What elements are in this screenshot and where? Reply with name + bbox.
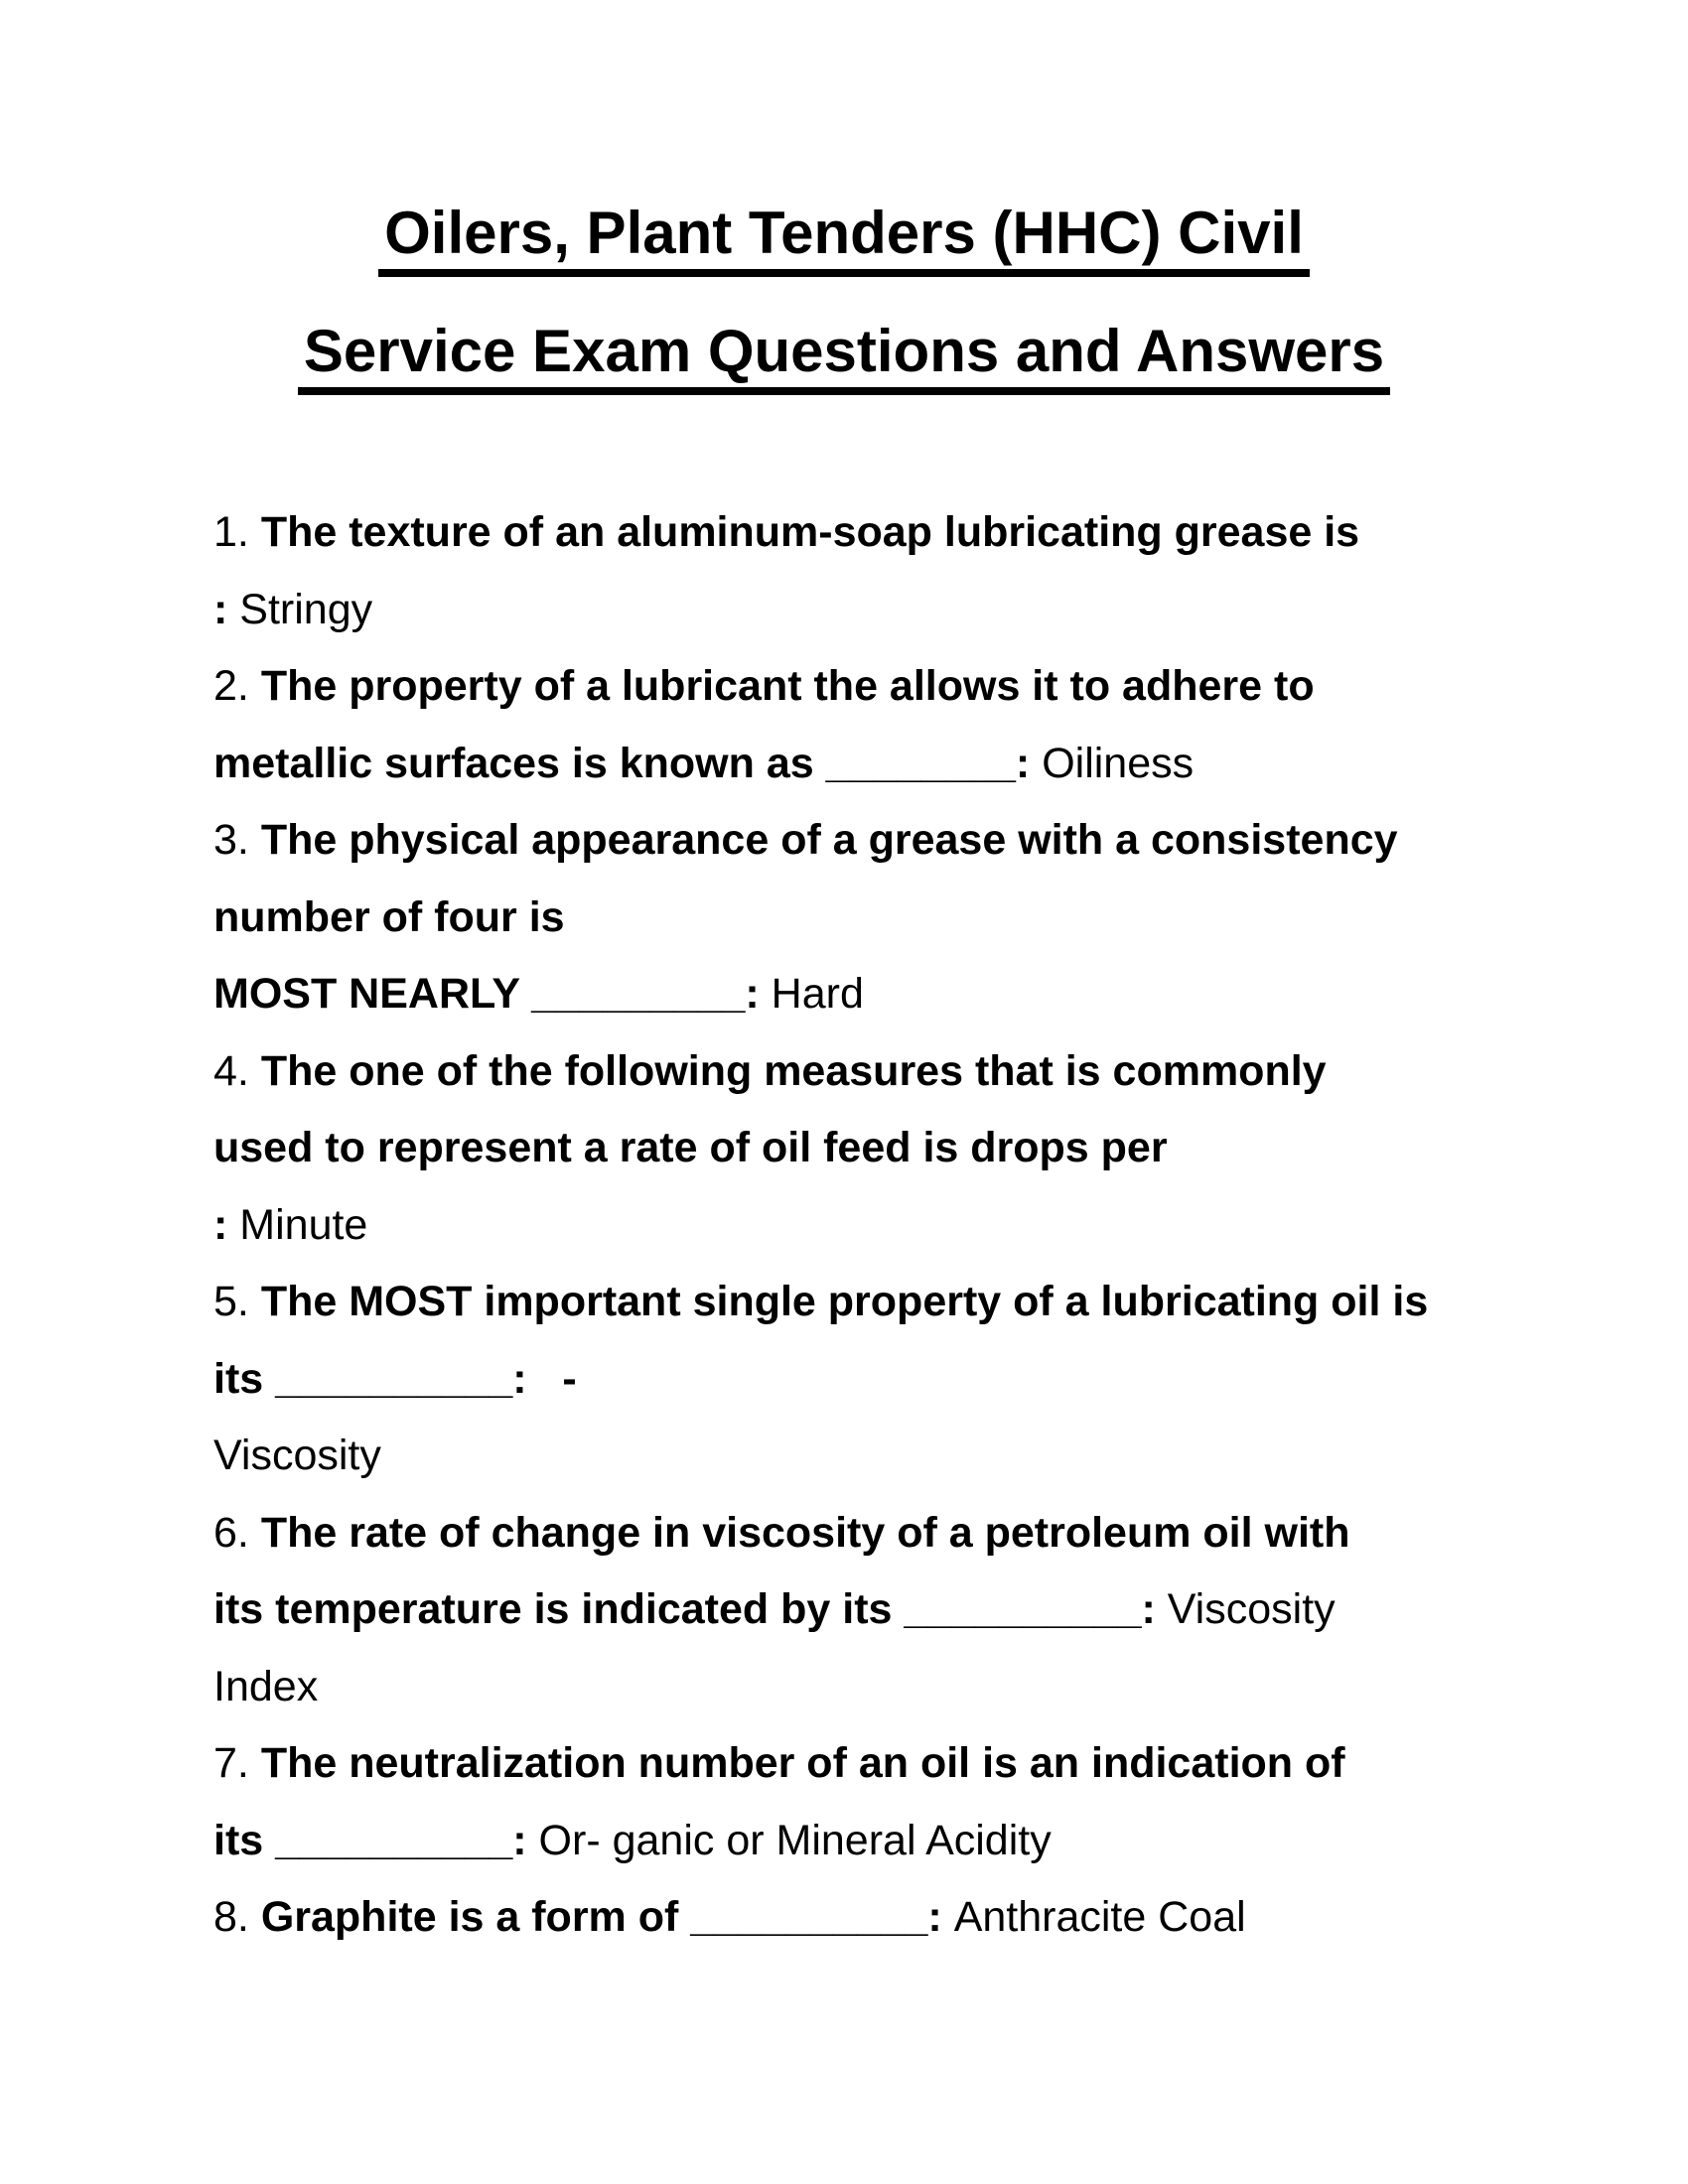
question-text-segment: its __________: - [213,1354,577,1403]
answer-text-segment: Hard [771,970,864,1018]
answer-text-segment: 1. [213,508,261,556]
answer-text-segment: Stringy [239,585,373,633]
document-title [0,0,1688,440]
question-text-segment: The property of a lubricant the allows it to adhere to [260,662,1315,710]
question-text-segment: used to represent a rate of oil feed is drops per [213,1124,1168,1171]
title-text-line-1: Oilers, Plant Tenders (HHC) Civil [378,204,1310,277]
document-line [213,880,1509,957]
question-text-segment: metallic surfaces is known as ________: [213,739,1043,787]
question-list [213,494,1509,1957]
question-text-segment: MOST NEARLY _________: [213,970,772,1018]
answer-text-segment: 4. [213,1046,261,1095]
question-text-segment: Graphite is a form of __________: [260,1893,954,1941]
answer-text-segment: Viscosity [213,1432,381,1479]
document-line [213,1495,1509,1572]
document-line [213,1571,1509,1649]
question-text-segment: : [213,1200,240,1249]
document-line [213,1725,1509,1803]
title-text-line-2: Service Exam Questions and Answers [298,322,1390,395]
answer-text-segment: Index [213,1662,319,1710]
document-line [213,1264,1509,1341]
question-text-segment: The texture of an aluminum-soap lubricating grease is [260,508,1360,556]
document-line [213,1803,1509,1880]
document-line [213,572,1509,649]
document-line [213,1187,1509,1265]
answer-text-segment: Or- ganic or Mineral Acidity [538,1816,1052,1864]
answer-text-segment: Viscosity [1167,1585,1336,1633]
question-text-segment: : [213,585,240,633]
document-line [213,1110,1509,1187]
document-line [213,648,1509,726]
document-line [213,1033,1509,1111]
document-line [213,1879,1509,1957]
answer-text-segment: 7. [213,1739,261,1787]
document-line [213,1418,1509,1495]
document-line [213,726,1509,803]
document-line [213,956,1509,1033]
question-text-segment: The one of the following measures that is commonly [260,1046,1327,1095]
question-text-segment: its __________: [213,1816,539,1864]
answer-text-segment: Oiliness [1042,739,1195,787]
answer-text-segment: 2. [213,662,261,710]
answer-text-segment: Minute [239,1200,368,1249]
answer-text-segment: 8. [213,1893,261,1941]
question-text-segment: number of four is [213,892,565,941]
document-line [213,1341,1509,1419]
answer-text-segment: 3. [213,816,261,864]
answer-text-segment: 5. [213,1278,261,1325]
title-line-1 [0,200,1688,322]
answer-text-segment: 6. [213,1508,261,1557]
question-text-segment: its temperature is indicated by its __________: [213,1585,1168,1633]
question-text-segment: The physical appearance of a grease with a consistency [260,816,1398,864]
title-line-2 [0,318,1688,440]
document-line [213,1649,1509,1726]
question-text-segment: The neutralization number of an oil is an indication of [260,1739,1345,1787]
document-line [213,802,1509,880]
document-line [213,494,1509,572]
answer-text-segment: Anthracite Coal [953,1893,1246,1941]
question-text-segment: The MOST important single property of a lubricating oil is [260,1278,1429,1325]
question-text-segment: The rate of change in viscosity of a petroleum oil with [260,1508,1350,1557]
